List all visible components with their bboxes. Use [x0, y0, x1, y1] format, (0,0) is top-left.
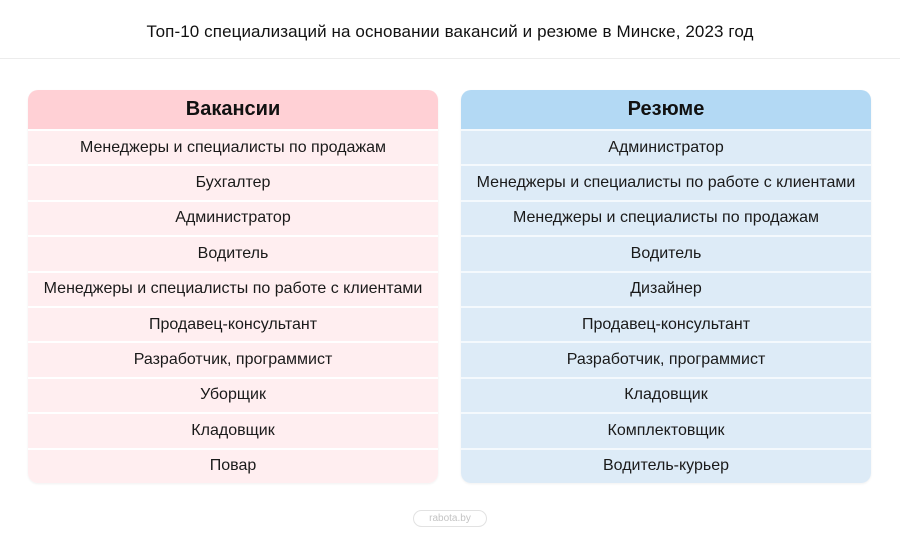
table-row: Кладовщик: [28, 412, 438, 447]
table-row: Повар: [28, 448, 438, 483]
table-row: Администратор: [461, 129, 871, 164]
vacancies-header: Вакансии: [28, 90, 438, 129]
table-row: Менеджеры и специалисты по работе с клиентами: [28, 271, 438, 306]
table-row: Продавец-консультант: [461, 306, 871, 341]
table-row: Уборщик: [28, 377, 438, 412]
source-watermark: rabota.by: [413, 510, 487, 527]
table-row: Бухгалтер: [28, 164, 438, 199]
resumes-header: Резюме: [461, 90, 871, 129]
table-row: Водитель: [28, 235, 438, 270]
table-row: Водитель-курьер: [461, 448, 871, 483]
table-row: Менеджеры и специалисты по продажам: [461, 200, 871, 235]
table-row: Менеджеры и специалисты по работе с клиентами: [461, 164, 871, 199]
table-row: Кладовщик: [461, 377, 871, 412]
table-row: Администратор: [28, 200, 438, 235]
table-row: Менеджеры и специалисты по продажам: [28, 129, 438, 164]
table-row: Продавец-консультант: [28, 306, 438, 341]
table-row: Разработчик, программист: [28, 341, 438, 376]
table-row: Водитель: [461, 235, 871, 270]
resumes-table: [461, 90, 871, 483]
vacancies-table: [28, 90, 438, 483]
title-bar: [0, 0, 900, 59]
table-row: Комплектовщик: [461, 412, 871, 447]
table-row: Дизайнер: [461, 271, 871, 306]
page-title: Топ-10 специализаций на основании вакансий и резюме в Минске, 2023 год: [146, 22, 754, 41]
table-row: Разработчик, программист: [461, 341, 871, 376]
